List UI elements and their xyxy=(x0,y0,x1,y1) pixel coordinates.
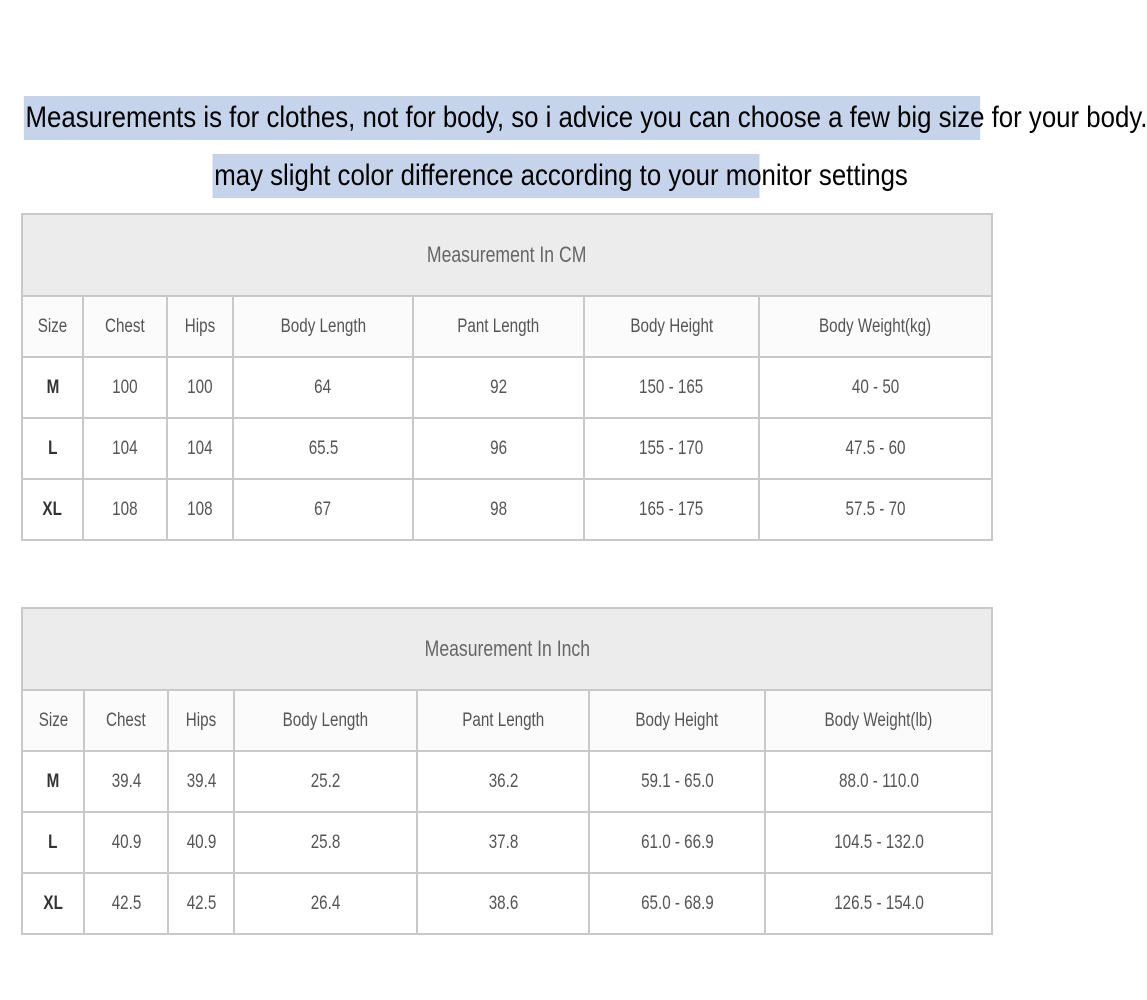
column-header: Body Length xyxy=(234,690,417,751)
table-cell: 25.2 xyxy=(234,751,417,812)
table-cell: 39.4 xyxy=(84,751,168,812)
table-cell: 165 - 175 xyxy=(584,479,759,540)
size-table-cm xyxy=(21,213,993,541)
table-row xyxy=(22,479,992,540)
table-cell: 100 xyxy=(167,357,233,418)
table-cell: 126.5 - 154.0 xyxy=(765,873,992,934)
column-header: Body Weight(lb) xyxy=(765,690,992,751)
table-cell: 155 - 170 xyxy=(584,418,759,479)
table-cell: 65.0 - 68.9 xyxy=(589,873,765,934)
column-header: Size xyxy=(22,690,84,751)
column-header: Hips xyxy=(168,690,234,751)
column-header: Body Weight(kg) xyxy=(759,296,992,357)
table-cell: 59.1 - 65.0 xyxy=(589,751,765,812)
size-cell: XL xyxy=(22,873,84,934)
table-title xyxy=(22,608,992,690)
table-row xyxy=(22,418,992,479)
table-cell: 47.5 - 60 xyxy=(759,418,992,479)
table-cell: 150 - 165 xyxy=(584,357,759,418)
table-row xyxy=(22,357,992,418)
table-cell: 25.8 xyxy=(234,812,417,873)
size-table-inch xyxy=(21,607,993,935)
table-cell: 61.0 - 66.9 xyxy=(589,812,765,873)
table-cell: 40.9 xyxy=(168,812,234,873)
table-row xyxy=(22,751,992,812)
table-row xyxy=(22,812,992,873)
notice-line-color-difference: may slight color difference according to your monitor settings xyxy=(213,154,760,198)
table-title-row xyxy=(22,608,992,690)
column-header: Size xyxy=(22,296,83,357)
table-cell: 36.2 xyxy=(417,751,589,812)
table-title-row xyxy=(22,214,992,296)
table-cell: 39.4 xyxy=(168,751,234,812)
column-header: Pant Length xyxy=(417,690,589,751)
table-title-text: Measurement In Inch xyxy=(424,636,590,661)
column-header: Body Length xyxy=(233,296,413,357)
column-header: Chest xyxy=(83,296,167,357)
table-cell: 104 xyxy=(83,418,167,479)
size-cell: XL xyxy=(22,479,83,540)
size-cell: M xyxy=(22,357,83,418)
table-cell: 100 xyxy=(83,357,167,418)
notice-line-clothes-measurement: Measurements is for clothes, not for body, so i advice you can choose a few big size for your body. xyxy=(24,96,980,140)
column-header: Body Height xyxy=(589,690,765,751)
table-cell: 64 xyxy=(233,357,413,418)
table-cell: 57.5 - 70 xyxy=(759,479,992,540)
table-cell: 98 xyxy=(413,479,584,540)
size-cell: M xyxy=(22,751,84,812)
table-title xyxy=(22,214,992,296)
table-row xyxy=(22,873,992,934)
column-header: Body Height xyxy=(584,296,759,357)
table-cell: 92 xyxy=(413,357,584,418)
column-header: Hips xyxy=(167,296,233,357)
table-cell: 26.4 xyxy=(234,873,417,934)
table-cell: 40.9 xyxy=(84,812,168,873)
size-cell: L xyxy=(22,812,84,873)
table-cell: 96 xyxy=(413,418,584,479)
table-header-row xyxy=(22,690,992,751)
size-cell: L xyxy=(22,418,83,479)
table-cell: 104 xyxy=(167,418,233,479)
column-header: Pant Length xyxy=(413,296,584,357)
table-cell: 104.5 - 132.0 xyxy=(765,812,992,873)
table-cell: 108 xyxy=(83,479,167,540)
table-cell: 40 - 50 xyxy=(759,357,992,418)
table-header-row xyxy=(22,296,992,357)
table-title-text: Measurement In CM xyxy=(427,242,587,267)
table-cell: 37.8 xyxy=(417,812,589,873)
table-cell: 88.0 - 110.0 xyxy=(765,751,992,812)
column-header: Chest xyxy=(84,690,168,751)
table-cell: 42.5 xyxy=(168,873,234,934)
table-cell: 108 xyxy=(167,479,233,540)
table-cell: 38.6 xyxy=(417,873,589,934)
table-cell: 65.5 xyxy=(233,418,413,479)
table-cell: 42.5 xyxy=(84,873,168,934)
table-cell: 67 xyxy=(233,479,413,540)
